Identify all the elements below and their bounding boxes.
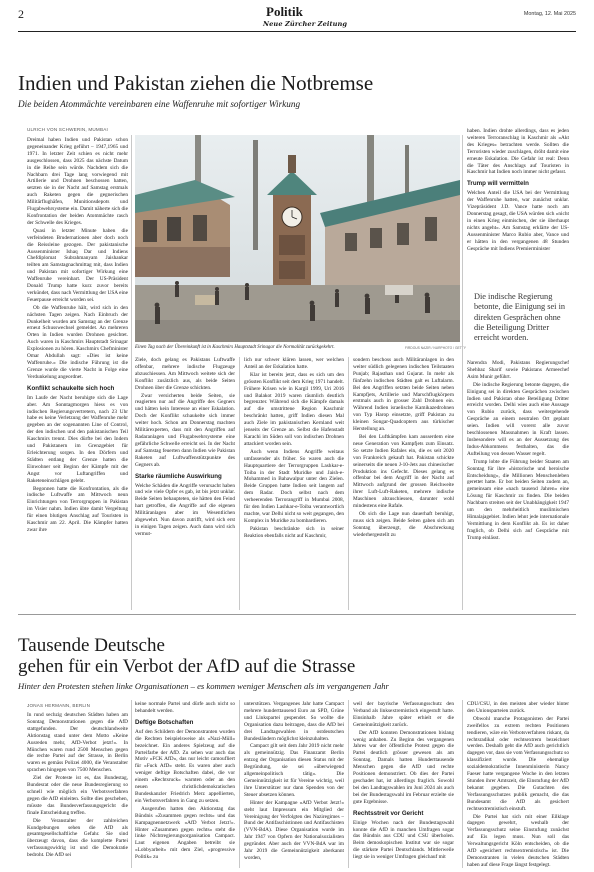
article1-photo	[135, 135, 460, 342]
photo-caption: Einen Tag nach der Übereinkunft ist in Kaschmirs Hauptstadt Srinagar die Normalität zurückgekehrt.	[135, 345, 335, 350]
column-divider	[462, 135, 463, 610]
paragraph: Narendra Modi, Pakistans Regierungschef Shehbaz Sharif sowie Pakistans Armeechef Asim Munir geführt.	[467, 360, 569, 380]
paragraph: Bei den Luftkämpfen kam ausserdem eine neue Generation von Kampfjets zum Einsatz. So setzte Indien Rafales ein, die es seit 2020 von Frankreich gekauft hat. Pakistan schickte seinerseits die neuen J-10-Jets aus chinesischer Produktion ins Gefecht. Dieses gelang es offenbar bei dem Angriff in der Nacht auf Mittwoch aufgrund der grossen Reichweite ihrer Luft-Luft-Raketen, mehrere indische Maschinen abzuschiessen, darunter wohl mindestens eine Rafale.	[353, 433, 454, 510]
article2-byline: JONAS HERMANN, BERLIN	[27, 703, 91, 708]
article2-column-2	[135, 701, 235, 868]
paragraph: Die indische Regierung betonte dagegen, die Einigung sei in direkten Gesprächen zwischen Indien und Pakistan ohne Beteiligung Dritter erreicht worden. Delhi wies auch eine Aussage von Rubio zurück, dass weitergehende Gespräche an einem neutralen Ort geplant seien. Indien will vorerst alle zuvor beschlossenen Massnahmen in Kraft lassen. Insbesondere will es an der Aussetzung des Indus-Abkommens festhalten, das die Aufteilung von dessen Wasser regelt.	[467, 381, 569, 457]
article1-byline: ULRICH VON SCHWERIN, MUMBAI	[27, 127, 108, 132]
paragraph: Ob sich die Lage nun dauerhaft beruhigt, muss sich zeigen. Beide Seiten gaben sich am Sonntag überzeugt, die Abschreckung wiederhergestellt zu	[353, 510, 454, 538]
paragraph: Zwar versicherten beide Seiten, sie reagierten nur auf die Angriffe des Gegners und hätten kein Interesse an einer Eskalation. Doch der Konflikt schaukelte sich immer weiter hoch. Schon am Donnerstag machten Militärexperten, dass mit den Angriffen auf Radaranlagen und Flugabwehrsysteme eine gefährliche Schwelle erreicht sei. In der Nacht auf Samstag feuerten dann Indien wie Pakistan Raketen auf Luftwaffenstützpunkte des Gegners ab.	[135, 392, 235, 468]
paragraph: Hinter der Kampagne «AfD Verbot Jetzt!» steht laut Impressum ein Mitglied der Vereinigung der Verfolgten des Naziregimes – Bund der Antifaschistinnen und Antifaschisten (VVN-BdA). Diese Organisation wurde im Jahr 1947 von Opfern der Nationalsozialisten gegründet. Aber auch der VVN-BdA war im Jahr 2019 die Gemeinnützigkeit aberkannt worden,	[244, 799, 344, 861]
article1-column-5	[467, 128, 569, 288]
masthead-logo: Neue Zürcher Zeitung	[263, 20, 348, 28]
article2-headline-line2: gehen für ein Verbot der AfD auf die Strasse	[18, 656, 356, 677]
subheading: Deftige Botschaften	[135, 718, 194, 726]
paragraph: lich nur schwer klären lassen, wer welchen Anteil an der Eskalation hatte.	[244, 357, 344, 370]
paragraph: keine normale Partei und dürfe auch nicht so behandelt werden.	[135, 701, 235, 714]
paragraph: Obwohl manche Protagonisten der Partei zweifellos zu extrem rechten Positionen tendieren, wäre ein Verbotsverfahren riskant, da rechtsradikal oder rechtsextrem bezeichnet werden. Deshalb geht die AfD auch gerichtlich dagegen vor, dass sie vom Verfassungsschutz so klassifiziert wurde. Die ehemalige sozialdemokratische Innenministerin Nancy Faeser hatte vergangene Woche in den letzten Stunden ihrer Amtszeit, die Einstufung der AfD bekannt gegeben. Die Gutachten des Verfassungsschutzes publik gemacht, die das Bundesamt die AfD als gesichert rechtsextremistisch einstuft.	[467, 715, 569, 812]
article2-column-1	[27, 712, 128, 868]
paragraph: CDU/CSU, in den meisten aber wieder hinter den Unionsparteien zurück.	[467, 701, 569, 714]
paragraph: Ziel der Proteste ist es, das Bundestag, Bundesrat oder die neue Bundesregierung so schnell wie möglich ein Verbotsverfahren gegen die AfD einleiten. Sollte dies geschehen, müsste das Bundesverfassungsgericht die finale Entscheidung treffen.	[27, 775, 128, 816]
article1-headline: Indien und Pakistan ziehen die Notbremse	[18, 71, 374, 95]
paragraph: Im Laufe der Nacht beruhigte sich die Lage aber. Am Sonntagmorgen hiess es von indischen Regierungsvertretern, nach 23 Uhr habe es keine Verletzung der Waffenruhe mehr gegeben an der sogenannten Line of Control, der den indischen und den pakistanischen Teil Kaschmirs trennt. Dies dürfte bei den Indern und Pakistanern im Grenzgebiet für Erleichterung sorgen. In den Dörfern und Städten entlang der Grenze hatten die Einwohner seit Beginn der Kämpfe mit der Angst vor Luftangriffen und Raketeneinschlägen gelebt.	[27, 394, 128, 484]
issue-date: Montag, 12. Mai 2025	[523, 11, 576, 17]
paragraph: Ziele, doch gelang es Pakistans Luftwaffe offenbar, mehrere indische Flugzeuge abzuschiessen. Am Mittwoch weitete sich der Konflikt zusätzlich aus, als beide Seiten Drohnen über die Grenze schickten.	[135, 357, 235, 391]
paragraph: sondern beschoss auch Militäranlagen in den weiter südlich gelegenen indischen Teilstaaten Punjab; Rajasthan und Gujarat. In mehr als fünfzehn indischen Städten galt es Luftalarm. Bei den Angriffen setzten beide Seiten neben Kampfjets, Artillerie und Marschflugkörpern erstmals auch in grosser Zahl Drohnen ein. Während Indien israelische Kamikazedrohnen von Typ Harop einsetzte, griff Pakistan zu kleinen Songar-Quadcoptern aus türkischer Herstellung an.	[353, 357, 454, 433]
paragraph: Quasi in letzter Minute haben die verfeindeten Brudernationen aber doch noch die Reissleine gezogen. Der pakistanische Aussenminister Ishaq Dar und Indiens Chefdiplomat Subrahmanyam Jaishankar teilten am Samstagnachmittag mit, dass Indien und Pakistan mit sofortiger Wirkung eine Waffenruhe vereinbart. Der US-Präsident Donald Trump hatte kurz zuvor bereits verkündet, dass nach Vermittlung der USA eine Feuerpause erreicht worden sei.	[27, 227, 128, 303]
subheading: Konflikt schaukelte sich hoch	[27, 384, 115, 392]
paragraph: Auch wenn Indiens Angriffe weitaus umfassender als früher. So waren auch die Hauptquartiere der Terrorgruppen Lashkar-e-Toiba in der Stadt Muridke und Jaish-e-Mohammed in Bahawalpur unter den Zielen. Beide Gruppen hatte Indien seit langem auf dem Radar. Doch selbst nach dem verheerenden Terrorangriff in Mumbai 2008, für den Indien Lashkar-e-Toiba verantwortlich machte, war Delhi nicht so weit gegangen, den Komplex in Muridke zu bombardieren.	[244, 448, 344, 524]
article1-column-5-continued	[467, 360, 569, 608]
column-divider	[348, 357, 349, 610]
paragraph: Auf den Schildern der Demonstranten wurden die Rechten beispielsweise als «Nazi-Müll» bezeichnet. Ein anderes Spielzeug auf die Parteifarbe der AfD. Zu sehen war auch das Motiv «FCK AfD», das nur leicht camoufliert für «Fuck AfD» steht. Es waren aber auch weniger deftige Botschaften dabei, die vor einem «Rechtsruck» warnten oder an den neuen christlichdemokratischen Bundeskanzler Friedrich Merz appellierten, ein Verbotsverfahren in Gang zu setzen.	[135, 728, 235, 804]
paragraph: haben. Indien drohte allerdings, dass es jeden weiteren Terroranschlag in Kaschmir als «Akt des Krieges» betrachten werde. Sollten die Terroristen wieder zuschlagen, dröht damit eine erneute Eskalation. Die Gefahr ist real: Denn die Täter des Anschlags auf Touristen in Kaschmir hat Indien noch immer nicht gefasst.	[467, 128, 569, 176]
article1-column-3	[244, 357, 344, 607]
paragraph: Die Veranstalter der zahlreichen Kundgebungen sehen die AfD als gesamtgesellschaftliche Gefahr. Sie sind überzeugt davon, dass die komplette Partei verfassungswidrig ist und die Demokratie bedroht. Die AfD sei	[27, 817, 128, 859]
paragraph: In rund sechzig deutschen Städten haben am Sonntag Demonstrationen gegen die AfD stattgefunden. Der deutschlandweite Aktionstag stand unter dem Motto «Keine Ausreden mehr, AfD-Verbot jetzt!». In München waren rund 2500 Menschen gegen die rechte Partei auf der Strasse, in Berlin waren es gemäss Polizei 4000, die Veranstalter sprachen hingegen von 7500 Menschen.	[27, 712, 128, 774]
article2-subhead: Hinter den Protesten stehen linke Organisationen – es kommen weniger Menschen als im vergangenen Jahr	[18, 681, 389, 691]
column-divider	[239, 357, 240, 610]
article1-column-4	[353, 357, 454, 607]
article2-column-4	[353, 701, 454, 868]
header-rule	[18, 31, 576, 32]
paragraph: weil der bayrische Verfassungsschutz den Verband als linksextremistisch eingestuft hatte. Einsinhalb Jahre später erhielt er die Gemeinnützigkeit zurück.	[353, 701, 454, 728]
article-separator	[18, 614, 576, 615]
paragraph: Der AfD konnten Demonstrationen bislang wenig anhaben. Zu Beginn des vergangenen Jahres war der öffentliche Protest gegen die Partei deutlich grösser gewesen als am Sonntag. Damals hatten Hunderttausende Menschen gegen die AfD und rechte Positionen demonstriert. Ob dies der Partei geschadet hat, ist allerdings fraglich. Sowohl bei den Landtagswahlen im Juni 2024 als auch bei der Bundestagswahl im Februar erzielte sie gute Ergebnisse.	[353, 729, 454, 805]
paragraph: Campact gilt seit dem Jahr 2019 nicht mehr als gemeinnützig. Das Finanzamt Berlin entzog der Organisation diesen Status mit der Begründung, sie sei «überwiegend allgemeinpolitisch tätig». Die Gemeinnützigkeit ist für Vereine wichtig, weil ihre Unterstützer nur dann Spenden von der Steuer absetzen können.	[244, 743, 344, 798]
article1-subhead: Die beiden Atommächte vereinbaren eine Waffenruhe mit sofortiger Wirkung	[18, 99, 301, 109]
paragraph: Begonnen hatte die Konfrontation, als die indische Luftwaffe am Mittwoch neun Einrichtungen von Terrorgruppen in Pakistan im Visier nahm. Indien übte damit Vergeltung für einen blutigen Anschlag auf Touristen in Kaschmir am 22. April. Die Kämpfer hatten zwar ihre	[27, 485, 128, 533]
article1-column-1	[27, 137, 128, 607]
paragraph: Die Partei hat sich mit einer Eilklage dagegen gewehrt, weshalb der Verfassungsschutz seine Einstufung zunächst auf Eis legen muss. Nun soll das Verwaltungsgericht Köln entscheiden, ob die AfD «gesichert rechtsextremistisch» ist. Die Demonstranten in vielen deutschen Städten haben auf diese Frage längst festgelegt.	[467, 813, 569, 868]
subheading: Starke räumliche Auswirkung	[135, 472, 222, 480]
column-divider	[348, 700, 349, 868]
paragraph: Ob die Waffenruhe hält, wird sich in den nächsten Tagen zeigen. Nach Einbruch der Dunkelheit wurden am Samstag an der Grenze erneut Schusswechsel gemeldet. An mehreren Orten in Indien wurden Drohnen gesichtet. Auch waren in Kaschmirs Hauptstadt Srinagar Explosionen zu hören. Kaschmirs Chefminister Omar Abdullah sagt: «Dies ist keine Waffenruhe.» Die indische Führung ist die Grenze wurde die vierte Nacht in Folge eine Verdunkelung angeordnet.	[27, 304, 128, 380]
article2-column-3	[244, 701, 344, 868]
subheading: Trump will vermitteln	[467, 180, 529, 188]
column-divider	[462, 700, 463, 868]
photo-credit: FIRDOUS NAZIR / NURPHOTO / GETTY	[405, 346, 466, 350]
paragraph: Ausgerufen hatten den Aktionstag das Bündnis «Zusammen gegen rechts» und das Kampagnennetzwerk «AfD Verbot Jetzt!». Hinter «Zusammen gegen rechts» steht die linke Nichtregierungsorganisation Campact. Laut eigenen Angaben betreibt sie «Lobbyarbeit» mit dem Ziel, «progressive Politik» zu	[135, 805, 235, 861]
article2-column-5	[467, 701, 569, 868]
column-divider	[239, 700, 240, 868]
page-number: 2	[18, 7, 24, 21]
paragraph: Dreimal haben Indien und Pakistan schon gegeneinander Krieg geführt – 1947,1965 und 1971. In letzter Zeit schien es nicht mehr ausgeschlossen, dass 2025 das nächste Datum in die Reihe sein würde. Nachdem sich die Nachbarn drei Tage lang vorwiegend mit Artillerie und Drohnen beschossen hatten, setzten sie in der Nacht auf Samstag erstmals auch Raketen gegen die gegnerischen Militärflughäfen, Munitionsdepots und Flugabwehrsysteme ein. Damit näherte sich die Konfrontation der beiden Atommächte rasch der Schwelle des Krieges.	[27, 137, 128, 226]
srinagar-clock-tower-image	[135, 135, 460, 342]
pullquote: Die indische Regierung betonte, die Einigung sei in direkten Gesprächen ohne die Beteiligung Dritter erreicht worden.	[474, 292, 566, 343]
paragraph: Welchen Anteil die USA bei der Vermittlung der Waffenruhe hatten, war zunächst unklar. Vizepräsident J.D. Vance hatte noch am Donnerstag gesagt, die USA würden sich «nicht in einen Krieg einmischen, der sie überhaupt nichts angeht». Am Samstag erklärte der US-Aussenminister Marco Rubio aber, Vance und er hätten in den vergangenen 48 Stunden Gespräche mit Indiens Premierminister	[467, 190, 569, 252]
paragraph: Einige Wochen nach der Bundestagswahl konnte die AfD in manchen Umfragen sogar das Bündnis aus CDU und CSU überholen. Beim demoskopischen Institut war sie sogar die stärkste Partei Deutschlands. Mittlerweile liegt sie in weniger Umfragen gleichauf mit	[353, 819, 454, 861]
column-divider	[131, 135, 132, 610]
article1-column-2	[135, 357, 235, 607]
article2-headline-line1: Tausende Deutsche	[18, 635, 165, 656]
section-title: Politik	[266, 4, 303, 19]
paragraph: unterstützen. Vergangenes Jahr hatte Campact mehrere hunderttausend Euro an SPD, Grüne und Linkspartei gespendet. So wollte die Organisation dazu beitragen, dass die AfD bei drei Landtagswahlen in ostdeutschen Bundesländern möglichst kleinzuhalten.	[244, 701, 344, 742]
column-divider	[131, 700, 132, 868]
paragraph: Welche Schäden die Angriffe verursacht haben und wie viele Opfer es gab, ist bis jetzt unklar. Beide Seiten behaupteten, sie hätten den Feind hart getroffen, die Angriffe auf die eigenen Militäranlagen aber im Wesentlichen abgewehrt. Nun davon zutrifft, wird sich erst in einigen Tagen zeigen. Auch dann wird sich vermut-	[135, 482, 235, 537]
paragraph: Klar ist bereits jetzt, dass es sich um den grössten Konflikt seit dem Krieg 1971 handelt. Frühere Krisen wie in Kargil 1999, Uri 2016 und Balakot 2019 waren räumlich deutlich begrenzter. Während sich die Kämpfe damals auf die umstrittene Region Kaschmir beschränkt hatten, griff Indien diesen Mal auch Ziele im pakistanischen Kernland weit jenseits der Grenze an. Selbst die Hafenstadt Karachi im Süden soll von indischen Drohnen attackiert worden sein.	[244, 371, 344, 447]
subheading: Rechtsstreit vor Gericht	[353, 809, 424, 817]
paragraph: Trump lobte die Führung beider Staaten am Sonntag für ihre «historische und heroische Entscheidung», die Millionen Menschenleben gerettet hatte. Er bot beiden Seiten zudem an, gemeinsam eine «nach tausend Jahren» eine Lösung für Kaschmir zu finden. Die beiden Nachbarn streiten seit der Unabhängigkeit 1947 um den mehrheitlich muslimischen Himalajagebiet. Indien lehnt jede internationale Vermittlung in dem Konflikt ab. Es ist daher fraglich, ob Delhi sich auf Gespräche mit Trump einlässt.	[467, 458, 569, 541]
paragraph: Pakistan beschränkte sich in seiner Reaktion ebenfalls nicht auf Kaschmir,	[244, 525, 344, 539]
